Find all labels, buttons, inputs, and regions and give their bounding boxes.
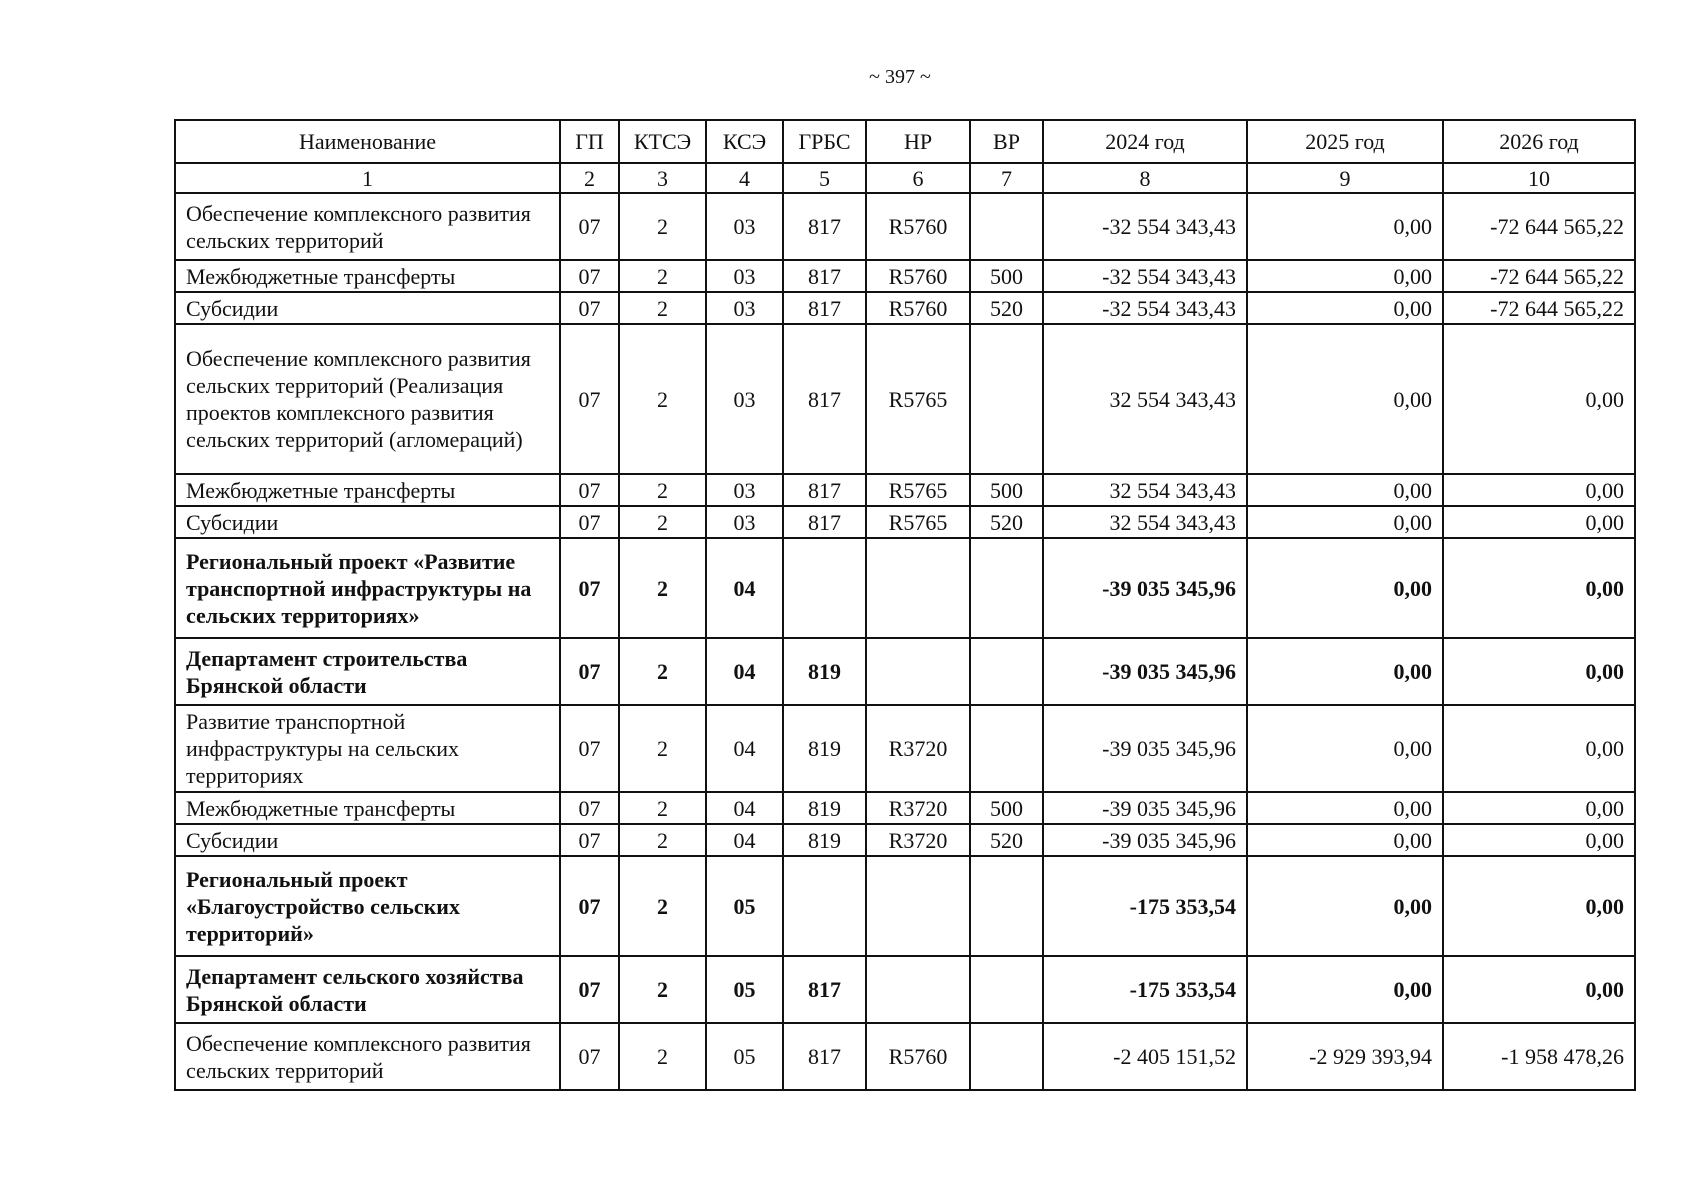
row-nr: R3720: [866, 824, 970, 856]
row-nr: [866, 856, 970, 956]
column-number: 2: [560, 163, 619, 193]
column-number: 5: [783, 163, 866, 193]
row-vr: [970, 324, 1043, 474]
row-gp: 07: [560, 792, 619, 824]
row-amount-2025: 0,00: [1247, 506, 1443, 538]
row-name: Развитие транспортной инфраструктуры на сельских территориях: [175, 705, 560, 792]
row-amount-2025: 0,00: [1247, 324, 1443, 474]
page-number: ~ 397 ~: [869, 66, 931, 88]
row-amount-2026: 0,00: [1443, 506, 1635, 538]
row-amount-2024: -175 353,54: [1043, 856, 1247, 956]
table-row: [175, 792, 1635, 824]
header-2024: 2024 год: [1043, 120, 1247, 163]
row-ktse: 2: [619, 824, 706, 856]
row-amount-2025: 0,00: [1247, 292, 1443, 324]
row-amount-2024: -175 353,54: [1043, 956, 1247, 1023]
row-vr: [970, 1023, 1043, 1090]
row-vr: 500: [970, 792, 1043, 824]
row-name: Межбюджетные трансферты: [175, 792, 560, 824]
row-kse: 04: [706, 538, 783, 638]
row-amount-2025: 0,00: [1247, 856, 1443, 956]
row-amount-2024: -32 554 343,43: [1043, 292, 1247, 324]
table-row: [175, 705, 1635, 792]
row-ktse: 2: [619, 506, 706, 538]
row-grbs: 817: [783, 260, 866, 292]
row-grbs: 817: [783, 324, 866, 474]
row-name: Субсидии: [175, 506, 560, 538]
row-grbs: [783, 856, 866, 956]
row-grbs: 819: [783, 705, 866, 792]
row-ktse: 2: [619, 260, 706, 292]
row-name: Межбюджетные трансферты: [175, 260, 560, 292]
row-name: Региональный проект «Развитие транспортной инфраструктуры на сельских территориях»: [175, 538, 560, 638]
row-gp: 07: [560, 538, 619, 638]
row-kse: 03: [706, 474, 783, 506]
row-grbs: 819: [783, 638, 866, 705]
row-kse: 03: [706, 324, 783, 474]
row-name: Региональный проект «Благоустройство сельских территорий»: [175, 856, 560, 956]
row-kse: 04: [706, 705, 783, 792]
header-name: Наименование: [175, 120, 560, 163]
row-amount-2026: 0,00: [1443, 824, 1635, 856]
row-amount-2025: 0,00: [1247, 792, 1443, 824]
row-vr: 520: [970, 506, 1043, 538]
row-amount-2026: -72 644 565,22: [1443, 260, 1635, 292]
row-vr: 520: [970, 292, 1043, 324]
row-nr: R3720: [866, 705, 970, 792]
row-amount-2024: -39 035 345,96: [1043, 538, 1247, 638]
table-row: [175, 638, 1635, 705]
column-number: 10: [1443, 163, 1635, 193]
row-amount-2024: 32 554 343,43: [1043, 474, 1247, 506]
row-nr: R5760: [866, 260, 970, 292]
row-name: Обеспечение комплексного развития сельских территорий: [175, 193, 560, 260]
row-nr: R5760: [866, 193, 970, 260]
row-vr: [970, 193, 1043, 260]
column-number: 4: [706, 163, 783, 193]
table-row: [175, 474, 1635, 506]
row-amount-2024: -39 035 345,96: [1043, 792, 1247, 824]
column-number: 9: [1247, 163, 1443, 193]
row-amount-2026: -72 644 565,22: [1443, 292, 1635, 324]
row-amount-2024: -32 554 343,43: [1043, 260, 1247, 292]
table-row: [175, 856, 1635, 956]
row-kse: 04: [706, 824, 783, 856]
row-nr: R5765: [866, 474, 970, 506]
column-number: 1: [175, 163, 560, 193]
row-amount-2026: -1 958 478,26: [1443, 1023, 1635, 1090]
row-amount-2026: 0,00: [1443, 324, 1635, 474]
row-nr: [866, 538, 970, 638]
row-amount-2024: -39 035 345,96: [1043, 824, 1247, 856]
header-kse: КСЭ: [706, 120, 783, 163]
row-grbs: 819: [783, 792, 866, 824]
header-gp: ГП: [560, 120, 619, 163]
table-row: [175, 324, 1635, 474]
column-number: 7: [970, 163, 1043, 193]
row-gp: 07: [560, 260, 619, 292]
row-gp: 07: [560, 324, 619, 474]
row-kse: 05: [706, 856, 783, 956]
row-ktse: 2: [619, 792, 706, 824]
row-amount-2026: 0,00: [1443, 638, 1635, 705]
row-amount-2024: 32 554 343,43: [1043, 324, 1247, 474]
row-grbs: 819: [783, 824, 866, 856]
row-amount-2025: 0,00: [1247, 538, 1443, 638]
row-vr: 500: [970, 474, 1043, 506]
row-gp: 07: [560, 474, 619, 506]
row-vr: [970, 705, 1043, 792]
row-amount-2026: 0,00: [1443, 856, 1635, 956]
row-grbs: 817: [783, 193, 866, 260]
table-row: [175, 506, 1635, 538]
row-vr: [970, 638, 1043, 705]
row-nr: R5760: [866, 1023, 970, 1090]
row-ktse: 2: [619, 638, 706, 705]
header-nr: НР: [866, 120, 970, 163]
row-vr: [970, 538, 1043, 638]
row-nr: [866, 638, 970, 705]
row-kse: 05: [706, 1023, 783, 1090]
table-row: [175, 292, 1635, 324]
row-amount-2025: 0,00: [1247, 824, 1443, 856]
row-amount-2026: -72 644 565,22: [1443, 193, 1635, 260]
column-number: 6: [866, 163, 970, 193]
row-amount-2025: 0,00: [1247, 638, 1443, 705]
row-nr: R5765: [866, 324, 970, 474]
row-ktse: 2: [619, 292, 706, 324]
row-amount-2025: 0,00: [1247, 956, 1443, 1023]
row-amount-2026: 0,00: [1443, 474, 1635, 506]
row-name: Субсидии: [175, 292, 560, 324]
column-number-row: [175, 163, 1635, 193]
row-vr: [970, 856, 1043, 956]
table-row: [175, 956, 1635, 1023]
row-name: Департамент строительства Брянской области: [175, 638, 560, 705]
header-2025: 2025 год: [1247, 120, 1443, 163]
header-vr: ВР: [970, 120, 1043, 163]
row-amount-2026: 0,00: [1443, 538, 1635, 638]
row-gp: 07: [560, 856, 619, 956]
row-kse: 04: [706, 792, 783, 824]
row-amount-2025: 0,00: [1247, 474, 1443, 506]
row-gp: 07: [560, 1023, 619, 1090]
header-row: [175, 120, 1635, 163]
row-amount-2024: 32 554 343,43: [1043, 506, 1247, 538]
row-amount-2025: -2 929 393,94: [1247, 1023, 1443, 1090]
row-amount-2026: 0,00: [1443, 792, 1635, 824]
row-name: Обеспечение комплексного развития сельских территорий (Реализация проектов комплексного развития сельских территорий (агломераций): [175, 324, 560, 474]
row-amount-2025: 0,00: [1247, 193, 1443, 260]
row-nr: R5760: [866, 292, 970, 324]
row-ktse: 2: [619, 705, 706, 792]
row-grbs: 817: [783, 474, 866, 506]
row-nr: R3720: [866, 792, 970, 824]
row-grbs: 817: [783, 292, 866, 324]
row-kse: 03: [706, 193, 783, 260]
row-amount-2024: -32 554 343,43: [1043, 193, 1247, 260]
table-row: [175, 824, 1635, 856]
table-body: [175, 193, 1635, 1090]
row-kse: 03: [706, 506, 783, 538]
budget-table: [174, 119, 1636, 1091]
row-grbs: 817: [783, 956, 866, 1023]
row-kse: 03: [706, 260, 783, 292]
row-name: Межбюджетные трансферты: [175, 474, 560, 506]
row-kse: 05: [706, 956, 783, 1023]
row-kse: 04: [706, 638, 783, 705]
row-name: Субсидии: [175, 824, 560, 856]
row-amount-2024: -39 035 345,96: [1043, 638, 1247, 705]
row-kse: 03: [706, 292, 783, 324]
table-row: [175, 260, 1635, 292]
row-ktse: 2: [619, 1023, 706, 1090]
row-grbs: 817: [783, 1023, 866, 1090]
column-number: 8: [1043, 163, 1247, 193]
header-ktse: КТСЭ: [619, 120, 706, 163]
row-grbs: 817: [783, 506, 866, 538]
row-ktse: 2: [619, 956, 706, 1023]
row-amount-2026: 0,00: [1443, 705, 1635, 792]
row-gp: 07: [560, 292, 619, 324]
row-vr: [970, 956, 1043, 1023]
row-ktse: 2: [619, 193, 706, 260]
row-amount-2026: 0,00: [1443, 956, 1635, 1023]
row-ktse: 2: [619, 324, 706, 474]
row-amount-2025: 0,00: [1247, 260, 1443, 292]
row-vr: 500: [970, 260, 1043, 292]
row-gp: 07: [560, 824, 619, 856]
row-amount-2025: 0,00: [1247, 705, 1443, 792]
row-gp: 07: [560, 506, 619, 538]
row-gp: 07: [560, 705, 619, 792]
row-gp: 07: [560, 193, 619, 260]
row-nr: R5765: [866, 506, 970, 538]
table-row: [175, 193, 1635, 260]
row-amount-2024: -2 405 151,52: [1043, 1023, 1247, 1090]
row-nr: [866, 956, 970, 1023]
row-name: Департамент сельского хозяйства Брянской области: [175, 956, 560, 1023]
table-row: [175, 1023, 1635, 1090]
row-vr: 520: [970, 824, 1043, 856]
header-2026: 2026 год: [1443, 120, 1635, 163]
row-gp: 07: [560, 638, 619, 705]
column-number: 3: [619, 163, 706, 193]
table-row: [175, 538, 1635, 638]
row-name: Обеспечение комплексного развития сельских территорий: [175, 1023, 560, 1090]
row-amount-2024: -39 035 345,96: [1043, 705, 1247, 792]
row-ktse: 2: [619, 474, 706, 506]
header-grbs: ГРБС: [783, 120, 866, 163]
row-gp: 07: [560, 956, 619, 1023]
row-ktse: 2: [619, 856, 706, 956]
row-ktse: 2: [619, 538, 706, 638]
row-grbs: [783, 538, 866, 638]
